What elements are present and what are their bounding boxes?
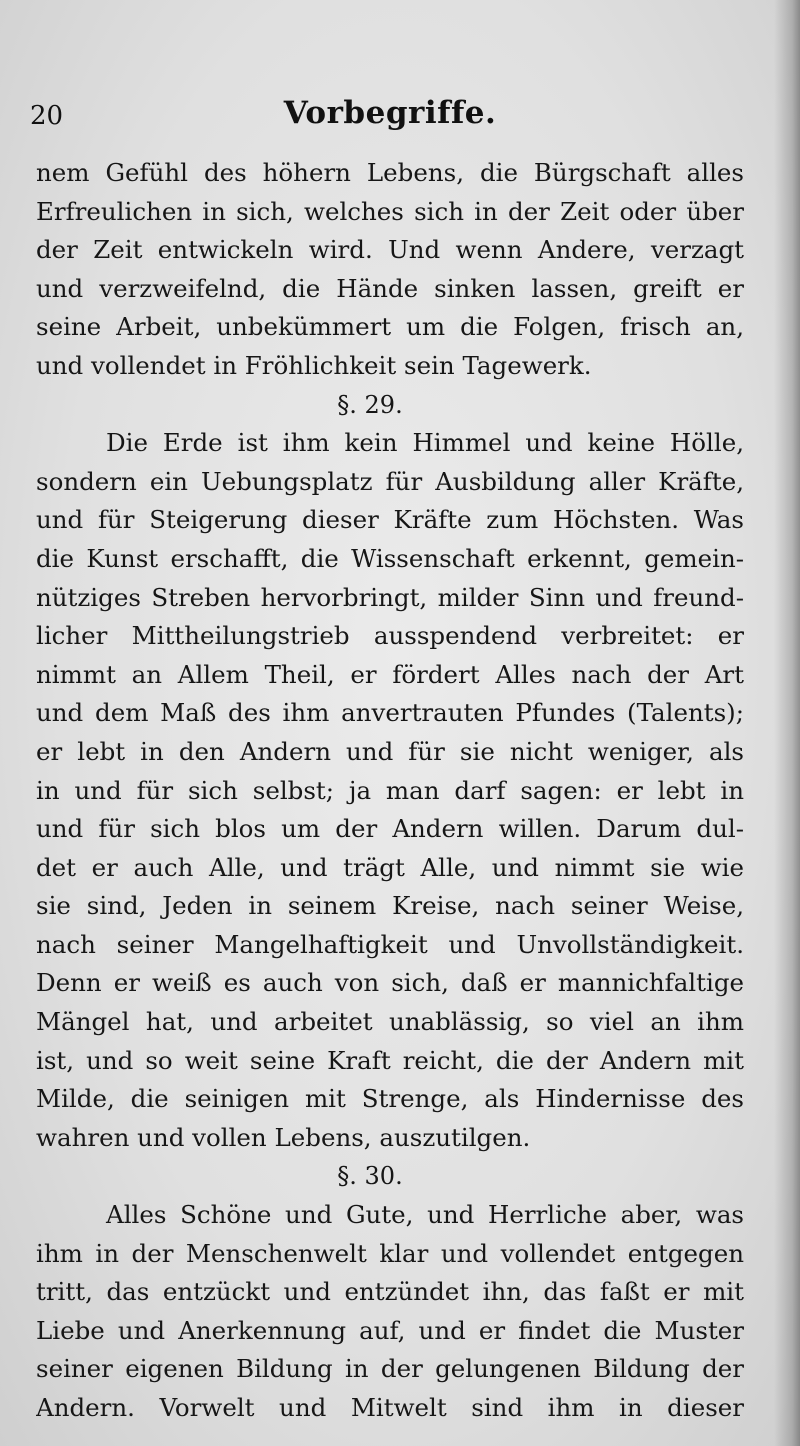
text-line: und verzweifelnd, die Hände sinken lassen, greift er (36, 273, 744, 303)
running-head: Vorbegriffe. (283, 95, 497, 131)
section-heading-30: §. 30. (337, 1162, 403, 1191)
text-line: er lebt in den Andern und für sie nicht weniger, als (36, 736, 744, 766)
text-line: und für Steigerung dieser Kräfte zum Höchsten. Was (36, 505, 744, 535)
page-gutter-shadow (774, 0, 800, 1446)
text-line: Erfreulichen in sich, welches sich in der Zeit oder über (36, 196, 744, 226)
text-line: und für sich blos um der Andern willen. Darum dul- (36, 814, 744, 844)
text-line: die Kunst erschafft, die Wissenschaft erkennt, gemein- (36, 543, 744, 573)
text-line: und vollendet in Fröhlichkeit sein Tagewerk. (36, 350, 592, 380)
text-line: in und für sich selbst; ja man darf sagen: er lebt in (36, 775, 744, 805)
text-line: Denn er weiß es auch von sich, daß er mannichfaltige (36, 968, 744, 998)
text-line: Die Erde ist ihm kein Himmel und keine Hölle, (106, 428, 744, 458)
text-line: und dem Maß des ihm anvertrauten Pfundes (Talents); (36, 698, 744, 728)
text-line: sondern ein Uebungsplatz für Ausbildung aller Kräfte, (36, 466, 744, 496)
page-header (30, 95, 750, 135)
text-line: nimmt an Allem Theil, er fördert Alles nach der Art (36, 659, 744, 689)
text-line: seiner eigenen Bildung in der gelungenen Bildung der (36, 1354, 744, 1384)
text-line: tritt, das entzückt und entzündet ihn, das faßt er mit (36, 1277, 744, 1307)
text-line: Alles Schöne und Gute, und Herrliche aber, was (106, 1200, 744, 1230)
text-line: sie sind, Jeden in seinem Kreise, nach seiner Weise, (36, 891, 744, 921)
section-heading-29: §. 29. (337, 390, 403, 419)
text-line: nütziges Streben hervorbringt, milder Sinn und freund- (36, 582, 744, 612)
text-line: det er auch Alle, und trägt Alle, und nimmt sie wie (36, 852, 744, 882)
text-line: Andern. Vorwelt und Mitwelt sind ihm in dieser (36, 1393, 744, 1422)
text-line: ihm in der Menschenwelt klar und vollendet entgegen (36, 1238, 744, 1268)
text-line: Liebe und Anerkennung auf, und er findet die Muster (36, 1315, 744, 1345)
text-line: Mängel hat, und arbeitet unablässig, so viel an ihm (36, 1007, 744, 1037)
page-number: 20 (30, 101, 64, 131)
text-line: nem Gefühl des höhern Lebens, die Bürgschaft alles (36, 158, 744, 187)
text-line: wahren und vollen Lebens, auszutilgen. (36, 1122, 531, 1152)
text-line: der Zeit entwickeln wird. Und wenn Andere, verzagt (36, 235, 744, 265)
text-line: ist, und so weit seine Kraft reicht, die der Andern mit (36, 1045, 744, 1075)
text-line: Milde, die seinigen mit Strenge, als Hindernisse des (36, 1084, 744, 1114)
text-line: seine Arbeit, unbekümmert um die Folgen, frisch an, (36, 312, 744, 342)
text-line: licher Mittheilungstrieb ausspendend verbreitet: er (36, 621, 744, 651)
text-line: nach seiner Mangelhaftigkeit und Unvollständigkeit. (36, 929, 744, 959)
body-text (36, 154, 744, 1428)
